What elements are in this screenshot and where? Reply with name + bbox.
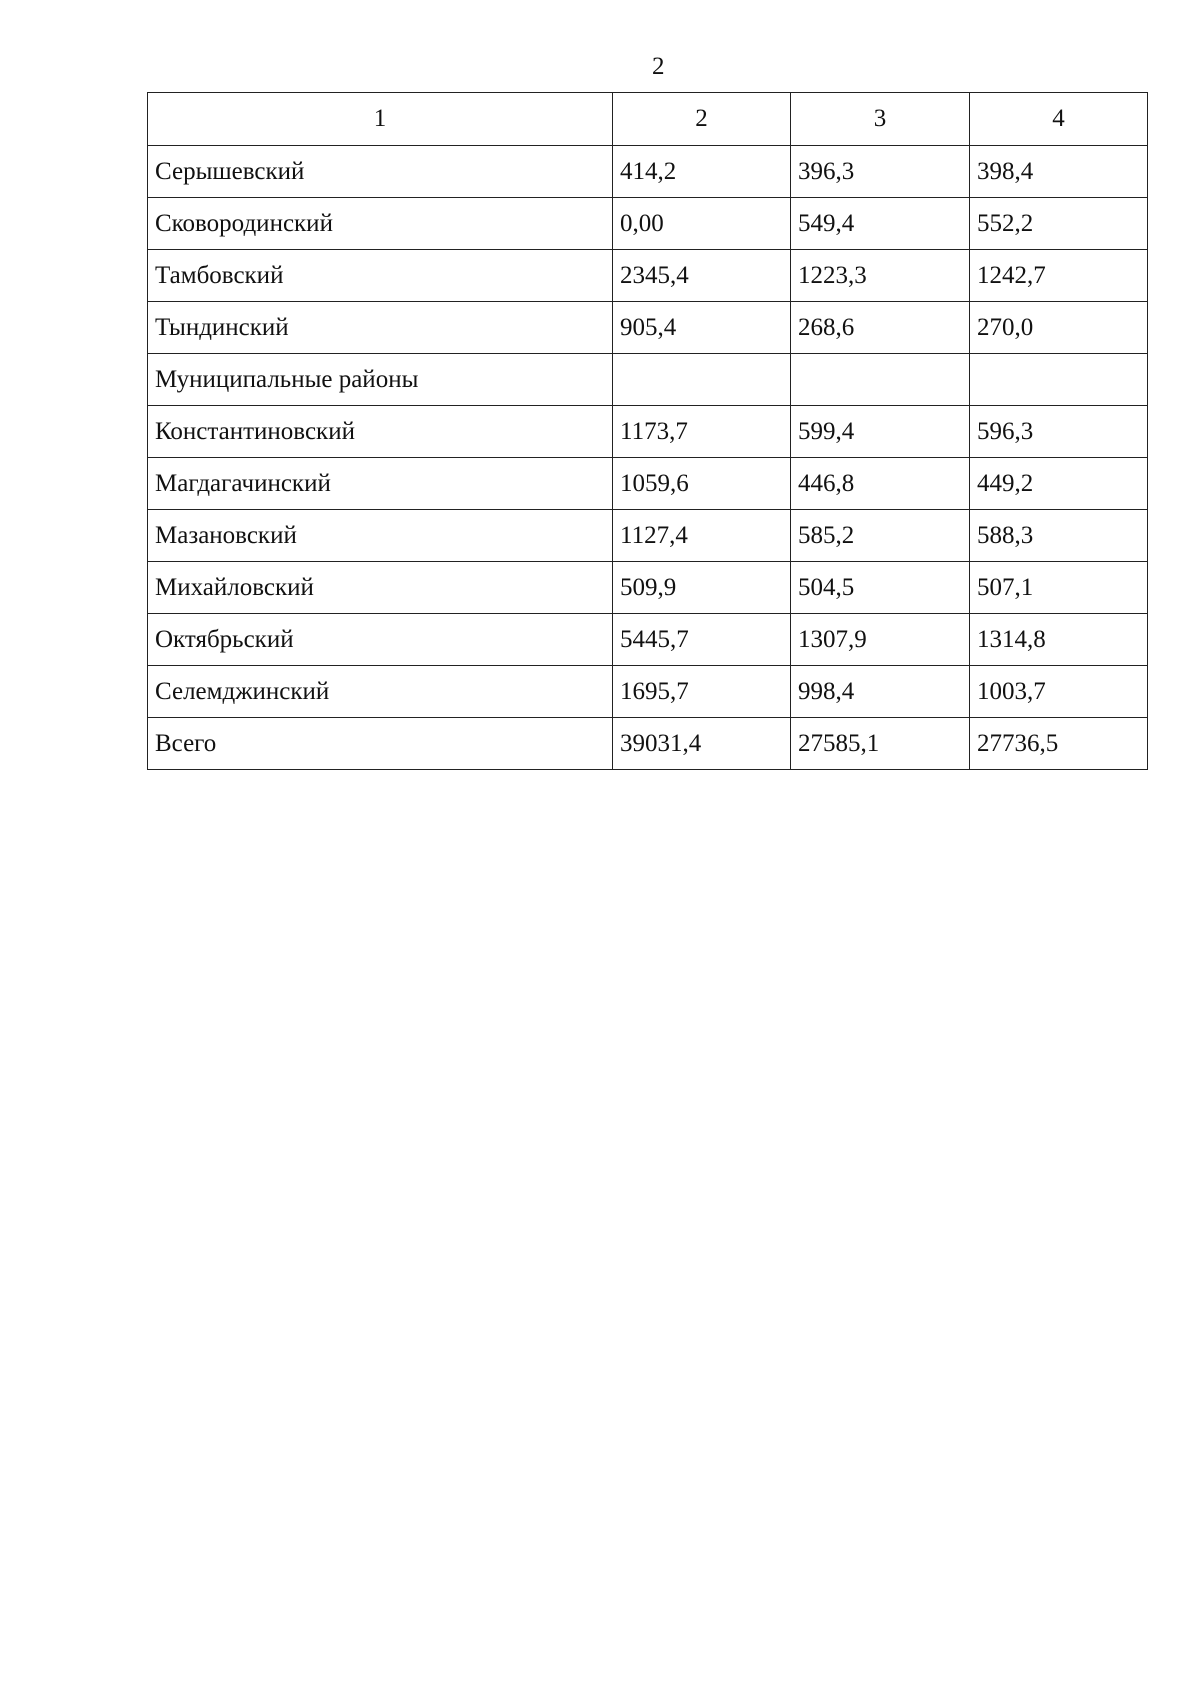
row-label-cell: Магдагачинский xyxy=(148,458,613,510)
row-label-cell: Сковородинский xyxy=(148,198,613,250)
value-cell: 0,00 xyxy=(613,198,791,250)
table-row xyxy=(148,354,1148,406)
value-cell: 504,5 xyxy=(791,562,970,614)
value-cell: 2345,4 xyxy=(613,250,791,302)
value-cell: 268,6 xyxy=(791,302,970,354)
value-cell: 596,3 xyxy=(970,406,1148,458)
column-header: 3 xyxy=(791,93,970,146)
table-row xyxy=(148,146,1148,198)
row-label-cell: Тындинский xyxy=(148,302,613,354)
data-table xyxy=(147,92,1148,770)
value-cell: 1059,6 xyxy=(613,458,791,510)
value-cell: 1223,3 xyxy=(791,250,970,302)
value-cell: 1307,9 xyxy=(791,614,970,666)
value-cell: 1173,7 xyxy=(613,406,791,458)
table-header xyxy=(148,93,1148,146)
table-row xyxy=(148,198,1148,250)
table-row xyxy=(148,614,1148,666)
value-cell: 599,4 xyxy=(791,406,970,458)
table-row xyxy=(148,406,1148,458)
value-cell: 509,9 xyxy=(613,562,791,614)
value-cell: 585,2 xyxy=(791,510,970,562)
value-cell: 27736,5 xyxy=(970,718,1148,770)
row-label-cell: Муниципальные районы xyxy=(148,354,613,406)
value-cell: 507,1 xyxy=(970,562,1148,614)
table-row xyxy=(148,458,1148,510)
table-row xyxy=(148,666,1148,718)
value-cell: 270,0 xyxy=(970,302,1148,354)
value-cell xyxy=(613,354,791,406)
value-cell: 449,2 xyxy=(970,458,1148,510)
row-label-cell: Тамбовский xyxy=(148,250,613,302)
value-cell: 552,2 xyxy=(970,198,1148,250)
value-cell: 1127,4 xyxy=(613,510,791,562)
row-label-cell: Серышевский xyxy=(148,146,613,198)
value-cell: 446,8 xyxy=(791,458,970,510)
value-cell: 588,3 xyxy=(970,510,1148,562)
row-label-cell: Октябрьский xyxy=(148,614,613,666)
value-cell: 1242,7 xyxy=(970,250,1148,302)
value-cell: 398,4 xyxy=(970,146,1148,198)
value-cell: 1314,8 xyxy=(970,614,1148,666)
header-row xyxy=(148,93,1148,146)
column-header: 4 xyxy=(970,93,1148,146)
value-cell: 414,2 xyxy=(613,146,791,198)
value-cell: 905,4 xyxy=(613,302,791,354)
value-cell: 27585,1 xyxy=(791,718,970,770)
value-cell: 549,4 xyxy=(791,198,970,250)
column-header: 2 xyxy=(613,93,791,146)
value-cell: 1695,7 xyxy=(613,666,791,718)
value-cell: 1003,7 xyxy=(970,666,1148,718)
table-row xyxy=(148,302,1148,354)
table-row xyxy=(148,718,1148,770)
table-row xyxy=(148,250,1148,302)
value-cell xyxy=(791,354,970,406)
row-label-cell: Константиновский xyxy=(148,406,613,458)
value-cell: 39031,4 xyxy=(613,718,791,770)
table-row xyxy=(148,510,1148,562)
column-header: 1 xyxy=(148,93,613,146)
value-cell xyxy=(970,354,1148,406)
value-cell: 396,3 xyxy=(791,146,970,198)
value-cell: 5445,7 xyxy=(613,614,791,666)
page-number: 2 xyxy=(652,53,665,80)
table-row xyxy=(148,562,1148,614)
row-label-cell: Мазановский xyxy=(148,510,613,562)
row-label-cell: Селемджинский xyxy=(148,666,613,718)
table-body xyxy=(148,146,1148,770)
row-label-cell: Михайловский xyxy=(148,562,613,614)
row-label-cell: Всего xyxy=(148,718,613,770)
value-cell: 998,4 xyxy=(791,666,970,718)
